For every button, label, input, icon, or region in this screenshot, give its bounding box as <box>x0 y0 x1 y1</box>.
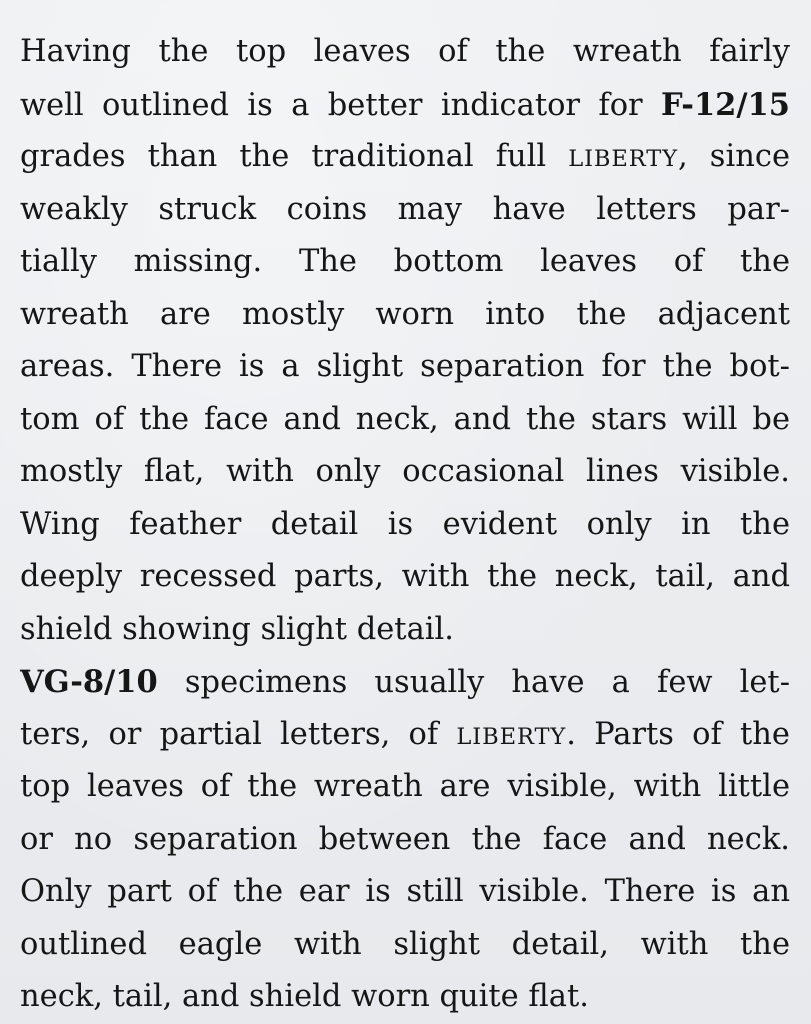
text-line <box>20 814 790 867</box>
text-run: outlined eagle with slight detail, with the <box>20 926 790 962</box>
text-run: areas. There is a slight separation for the bot- <box>20 349 790 384</box>
text-line <box>20 131 790 184</box>
text-run: mostly flat, with only occasional lines visible. <box>20 454 790 489</box>
liberty-smallcaps: LIBERTY <box>456 723 567 750</box>
paragraph-f12-grade <box>20 26 790 656</box>
text-run: shield showing slight detail. <box>20 611 454 647</box>
text-line <box>20 446 790 499</box>
text-run: Only part of the ear is still visible. There is an <box>20 874 790 909</box>
text-run: top leaves of the wreath are visible, with little <box>20 769 790 804</box>
text-run: tom of the face and neck, and the stars will be <box>20 401 790 437</box>
text-run: Wing feather detail is evident only in the <box>20 506 790 542</box>
text-run: neck, tail, and shield worn quite flat. <box>20 979 589 1014</box>
text-run: Having the top leaves of the wreath fairly <box>20 34 790 69</box>
text-run: weakly struck coins may have letters par- <box>20 191 790 227</box>
text-run: deeply recessed parts, with the neck, tail, and <box>20 559 790 594</box>
text-line <box>20 604 790 657</box>
liberty-smallcaps: LIBERTY <box>568 146 679 172</box>
grade-label-f12-15: F-12/15 <box>661 86 790 123</box>
text-line <box>20 656 790 709</box>
text-line <box>20 709 790 762</box>
text-line <box>20 184 790 237</box>
text-run: grades than the traditional full <box>20 139 569 174</box>
text-line <box>20 551 790 604</box>
text-line <box>20 866 790 919</box>
text-line <box>20 971 790 1024</box>
text-run: tially missing. The bottom leaves of the <box>20 244 790 279</box>
text-run: . Parts of the <box>566 716 790 752</box>
text-line <box>20 919 790 972</box>
text-line <box>20 394 790 447</box>
text-line <box>20 289 790 342</box>
text-run: or no separation between the face and neck. <box>20 821 790 857</box>
text-line <box>20 26 790 79</box>
paragraph-vg8-grade <box>20 656 790 1024</box>
text-line <box>20 499 790 552</box>
text-line <box>20 761 790 814</box>
text-line <box>20 236 790 289</box>
text-run: , since <box>678 139 790 174</box>
text-run: ters, or partial letters, of <box>20 716 457 752</box>
text-line <box>20 79 790 132</box>
grade-label-vg8-10: VG-8/10 <box>20 664 158 700</box>
text-run: specimens usually have a few let- <box>157 665 790 700</box>
text-line <box>20 341 790 394</box>
text-run: well outlined is a better indicator for <box>20 87 662 123</box>
text-run: wreath are mostly worn into the adjacent <box>20 296 790 332</box>
